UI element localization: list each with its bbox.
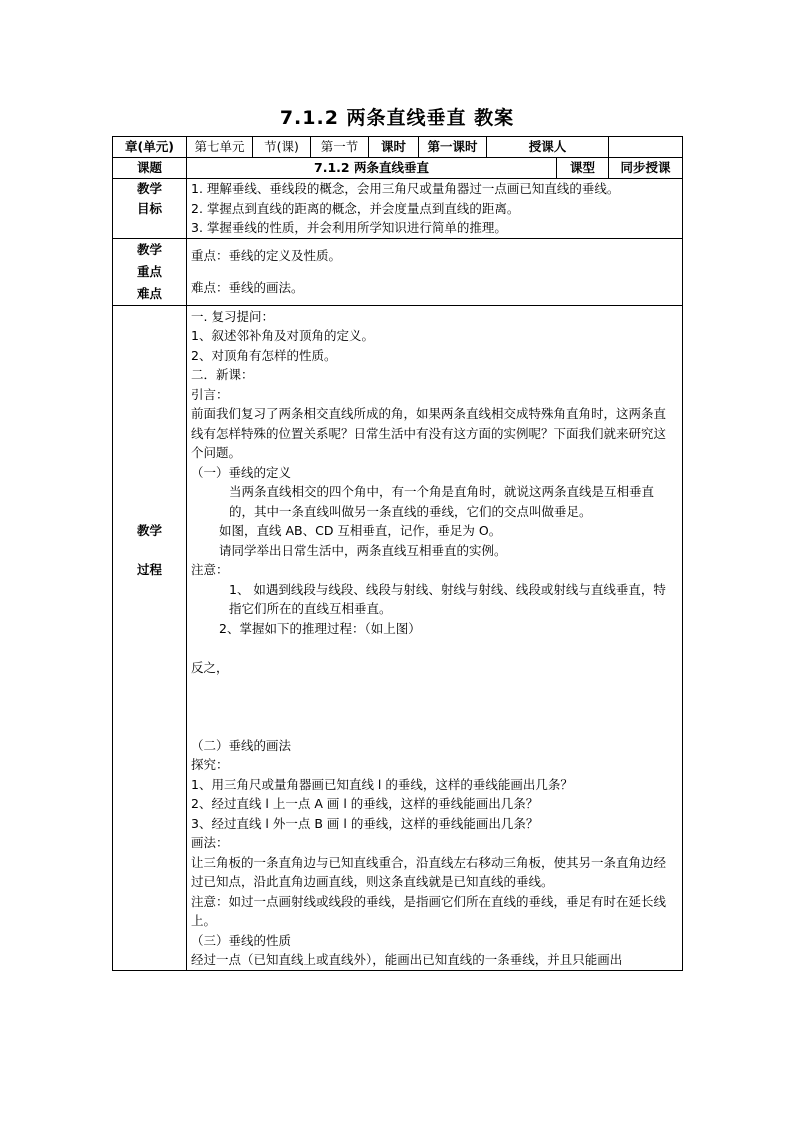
key-label-2: 重点	[136, 263, 162, 279]
process-line: 1、 如遇到线段与线段、线段与射线、射线与射线、线段或射线与直线垂直，特指它们所在的直线互相垂直。	[229, 581, 666, 616]
period-value: 第一课时	[419, 137, 487, 158]
process-content	[187, 305, 683, 970]
process-line: 如图，直线 AB、CD 互相垂直，记作，垂足为 O。	[219, 523, 502, 538]
process-line: 3、经过直线 l 外一点 B 画 l 的垂线，这样的垂线能画出几条？	[191, 815, 539, 831]
process-line: 画法：	[191, 835, 229, 850]
objectives-content	[187, 179, 683, 239]
topic-label: 课题	[113, 158, 187, 179]
objective-item: 3. 掌握垂线的性质，并会利用所学知识进行简单的推理。	[191, 220, 507, 235]
teacher-value	[609, 137, 683, 158]
lesson-plan-table	[112, 136, 683, 971]
objectives-row	[113, 179, 683, 239]
objectives-label-cell	[113, 179, 187, 239]
process-line: 一. 复习提问：	[191, 308, 274, 324]
type-label: 课型	[557, 158, 609, 179]
key-points-label-cell	[113, 238, 187, 305]
process-line: 探究：	[191, 757, 229, 772]
teacher-label: 授课人	[487, 137, 609, 158]
topic-value: 7.1.2 两条直线垂直	[187, 158, 557, 179]
process-label-1: 教学	[136, 522, 162, 538]
process-line: 二．新课：	[191, 367, 254, 382]
process-line: 当两条直线相交的四个角中，有一个角是直角时，就说这两条直线是互相垂直的，其中一条直线叫做另一条直线的垂线，它们的交点叫做垂足。	[229, 484, 655, 519]
process-line: 反之，	[191, 660, 229, 675]
process-line: 前面我们复习了两条相交直线所成的角，如果两条直线相交成特殊角直角时，这两条直线有怎样特殊的位置关系呢？日常生活中有没有这方面的实例呢？下面我们就来研究这个问题。	[191, 406, 667, 460]
process-line: 1、叙述邻补角及对顶角的定义。	[191, 328, 374, 343]
type-value: 同步授课	[609, 158, 683, 179]
process-line: 注意：	[191, 562, 229, 577]
process-line: 注意：如过一点画射线或线段的垂线，是指画它们所在直线的垂线，垂足有时在延长线上。	[191, 893, 667, 928]
key-point-text: 重点：垂线的定义及性质。	[191, 248, 342, 263]
period-label: 课时	[369, 137, 419, 158]
process-line: （三）垂线的性质	[191, 932, 292, 948]
key-points-content	[187, 238, 683, 305]
objective-item: 2. 掌握点到直线的距离的概念，并会度量点到直线的距离。	[191, 200, 520, 216]
objectives-label-2: 目标	[136, 200, 162, 216]
process-line: 引言：	[191, 386, 229, 402]
key-label-3: 难点	[136, 285, 162, 301]
process-row	[113, 305, 683, 970]
process-line: 2、经过直线 l 上一点 A 画 l 的垂线，这样的垂线能画出几条？	[191, 796, 539, 811]
chapter-value: 第七单元	[187, 137, 253, 158]
header-row	[113, 137, 683, 158]
section-label: 节(课)	[253, 137, 311, 158]
process-line: 1、用三角尺或量角器画已知直线 l 的垂线，这样的垂线能画出几条？	[191, 776, 573, 792]
process-label-cell	[113, 305, 187, 970]
process-line: 让三角板的一条直角边与已知直线重合，沿直线左右移动三角板，使其另一条直角边经过已知点，沿此直角边画直线，则这条直线就是已知直线的垂线。	[191, 854, 667, 889]
process-line: （一）垂线的定义	[191, 464, 292, 480]
process-label-2: 过程	[136, 562, 162, 577]
key-label-1: 教学	[136, 241, 162, 257]
key-points-row	[113, 238, 683, 305]
process-line: 经过一点（已知直线上或直线外），能画出已知直线的一条垂线，并且只能画出	[191, 952, 623, 967]
difficult-point-text: 难点：垂线的画法。	[191, 279, 304, 295]
objectives-label-1: 教学	[136, 181, 162, 196]
topic-row	[113, 158, 683, 179]
chapter-label: 章(单元)	[113, 137, 187, 158]
section-value: 第一节	[311, 137, 369, 158]
document-title: 7.1.2 两条直线垂直 教案	[279, 107, 515, 129]
process-line: 请同学举出日常生活中，两条直线互相垂直的实例。	[219, 542, 507, 558]
process-line: 2、对顶角有怎样的性质。	[191, 347, 337, 363]
objective-item: 1. 理解垂线、垂线段的概念，会用三角尺或量角器过一点画已知直线的垂线。	[191, 181, 620, 196]
process-line: 2、掌握如下的推理过程：（如上图）	[219, 620, 421, 636]
process-line: （二）垂线的画法	[191, 737, 292, 753]
